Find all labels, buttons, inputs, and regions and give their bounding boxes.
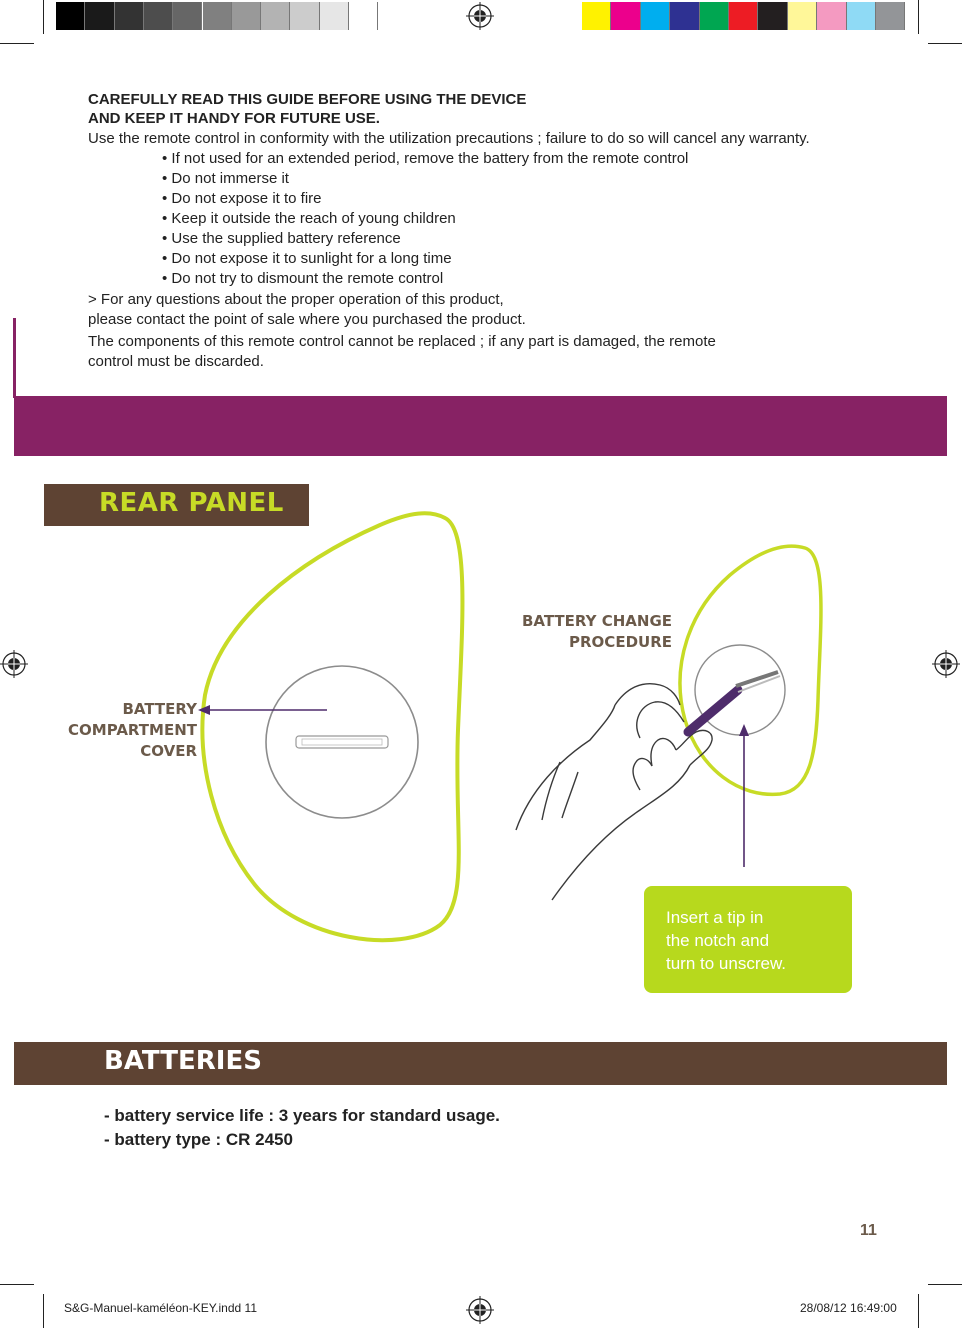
crop-mark [0,1284,34,1285]
instruction-callout [644,886,852,993]
list-item: • Do not try to dismount the remote control [162,270,444,287]
color-swatch [670,2,699,30]
section-divider-bar [14,396,947,456]
color-swatch [611,2,640,30]
page-number: 11 [860,1222,877,1239]
color-swatch [115,2,144,30]
slug-filename: S&G-Manuel-kaméléon-KEY.indd 11 [64,1301,257,1315]
battery-change-label: BATTERY CHANGE PROCEDURE [521,612,672,651]
color-calibration-bar [582,0,906,32]
battery-service-life: - battery service life : 3 years for standard usage. [104,1106,500,1125]
registration-mark-icon [466,2,494,30]
list-item: • Keep it outside the reach of young children [162,210,456,227]
rear-panel-title: REAR PANEL [99,488,284,518]
color-swatch [232,2,261,30]
list-item: • Do not expose it to sunlight for a long time [162,250,452,267]
list-item: • Use the supplied battery reference [162,230,401,247]
color-swatch [144,2,173,30]
list-item: • If not used for an extended period, remove the battery from the remote control [162,150,689,167]
battery-cover-label: BATTERY COMPARTMENT COVER [68,700,197,760]
crop-mark [928,43,962,44]
color-swatch [349,2,378,30]
color-swatch [817,2,846,30]
color-swatch [56,2,85,30]
color-swatch [203,2,232,30]
components-line1: The components of this remote control cannot be replaced ; if any part is damaged, the remote [88,333,716,350]
guide-heading-line2: AND KEEP IT HANDY FOR FUTURE USE. [88,110,380,127]
guide-heading-line1: CAREFULLY READ THIS GUIDE BEFORE USING THE DEVICE [88,91,527,108]
instruction-text: Insert a tip in the notch and turn to unscrew. [666,908,787,973]
grayscale-calibration-bar [56,0,379,32]
crop-mark [43,1294,44,1328]
list-item: • Do not expose it to fire [162,190,322,207]
slug-date: 28/08/12 16:49:00 [800,1301,897,1315]
remote-small-view [680,546,821,794]
precautions-list [162,149,688,289]
crop-mark [0,43,34,44]
crop-mark [918,0,919,34]
color-swatch [582,2,611,30]
battery-type: - battery type : CR 2450 [104,1130,293,1149]
color-swatch [173,2,202,30]
batteries-title: BATTERIES [104,1046,262,1076]
crop-mark [928,1284,962,1285]
registration-mark-icon [466,1296,494,1324]
color-swatch [261,2,290,30]
color-swatch [85,2,114,30]
list-item: • Do not immerse it [162,170,289,187]
color-swatch [290,2,319,30]
color-swatch [876,2,905,30]
edge-strip [13,318,16,398]
usage-paragraph: Use the remote control in conformity with the utilization precautions ; failure to do so will cancel any warranty. [88,130,810,147]
crop-mark [43,0,44,34]
remote-rear-view [202,513,462,940]
questions-line2: please contact the point of sale where you purchased the product. [88,311,526,328]
questions-line1: > For any questions about the proper operation of this product, [88,291,504,308]
color-swatch [641,2,670,30]
color-swatch [847,2,876,30]
color-swatch [758,2,787,30]
color-swatch [320,2,349,30]
color-swatch [700,2,729,30]
crop-mark [918,1294,919,1328]
color-swatch [788,2,817,30]
batteries-header [14,1042,947,1085]
color-swatch [729,2,758,30]
components-line2: control must be discarded. [88,353,264,370]
